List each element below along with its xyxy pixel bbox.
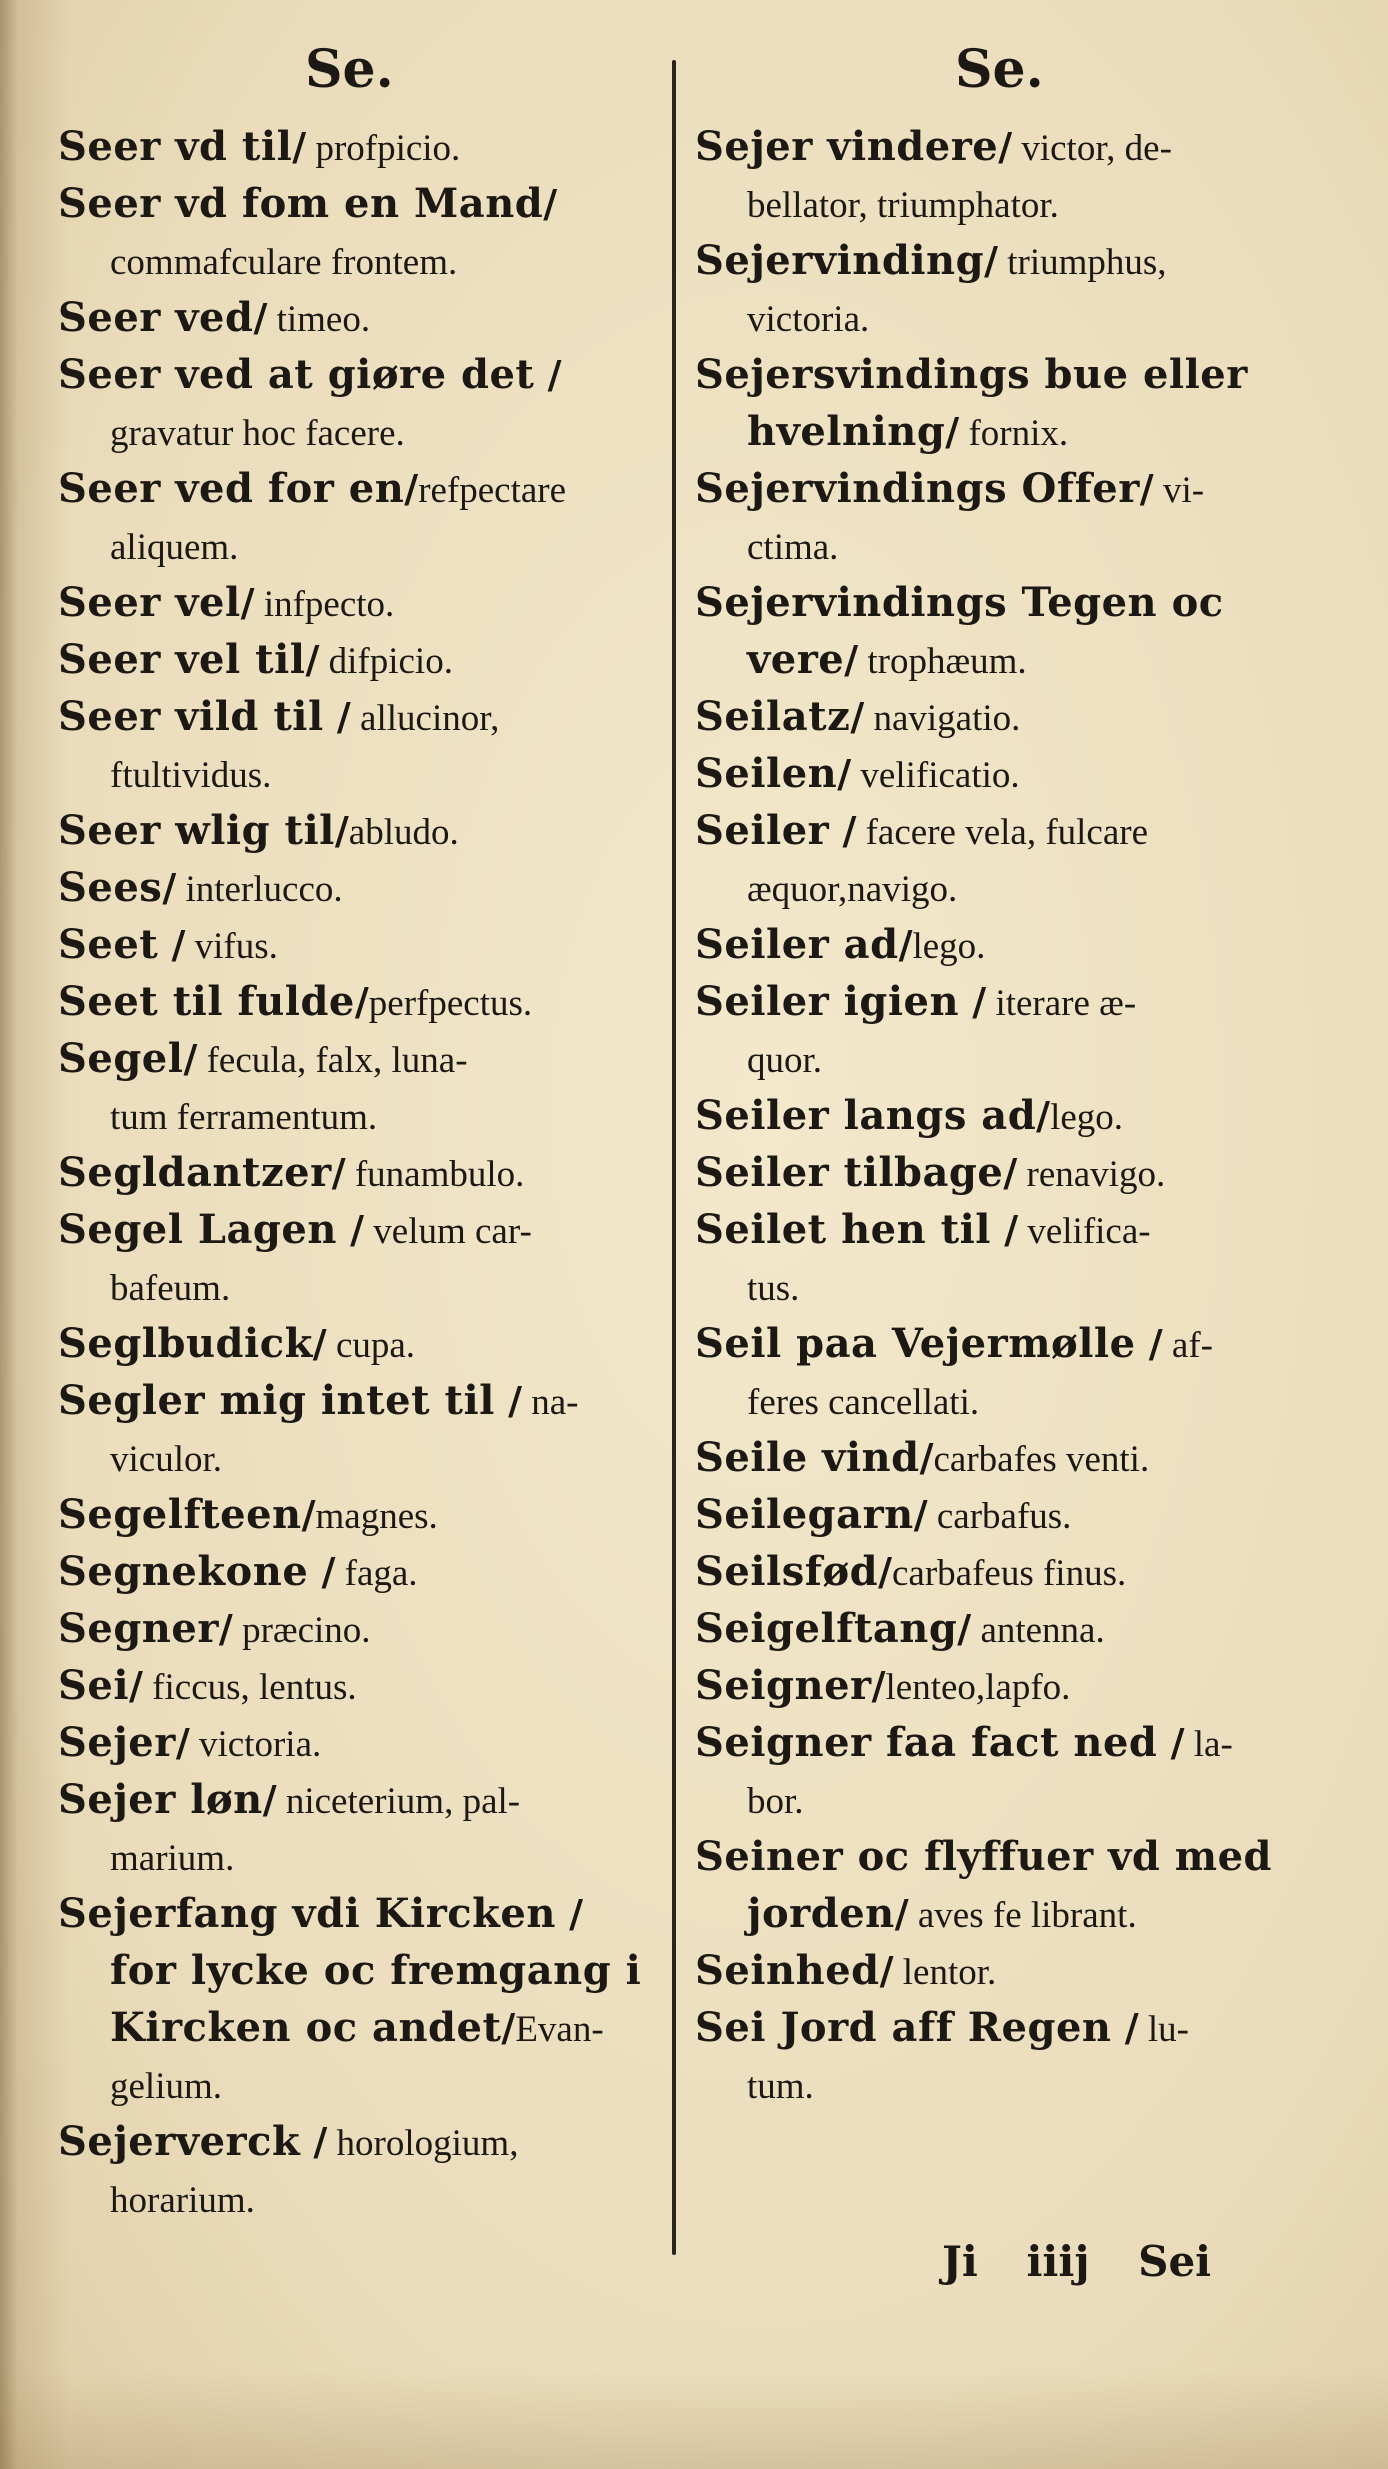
dictionary-entry — [695, 745, 1315, 802]
entry-line — [58, 2170, 658, 2227]
danish-headword: Sejervindings Tegen oc — [695, 579, 1224, 626]
entry-line — [695, 973, 1315, 1030]
latin-gloss: velum car- — [364, 1211, 532, 1252]
entry-line — [695, 1600, 1315, 1657]
danish-headword: Seinhed — [695, 1947, 880, 1994]
latin-gloss: magnes. — [315, 1496, 438, 1537]
entry-separator: / — [543, 181, 558, 226]
entry-line — [58, 1828, 658, 1885]
dictionary-entry — [695, 118, 1315, 232]
dictionary-entry — [695, 1828, 1315, 1942]
entry-separator: / — [336, 1207, 365, 1252]
dictionary-entry — [695, 1201, 1315, 1315]
entry-separator: / — [301, 1492, 316, 1537]
entry-separator: / — [844, 637, 859, 682]
danish-headword: Seil paa Vejermølle — [695, 1320, 1136, 1367]
dictionary-entry — [695, 973, 1315, 1087]
latin-gloss: renavigo. — [1017, 1154, 1166, 1195]
signature-catchword: Ji iiij Sei — [942, 2237, 1212, 2286]
entry-line — [58, 631, 658, 688]
left-column-header: Se. — [305, 39, 394, 100]
entry-separator: / — [253, 295, 268, 340]
dictionary-entry — [58, 1657, 658, 1714]
entry-separator: / — [837, 751, 852, 796]
entry-line — [695, 2056, 1315, 2113]
right-dictionary-column — [695, 118, 1315, 2113]
entry-line — [695, 346, 1315, 403]
entry-line — [695, 1543, 1315, 1600]
entry-line — [58, 1144, 658, 1201]
latin-gloss: velificatio. — [851, 755, 1020, 796]
latin-gloss: fornix. — [959, 413, 1069, 454]
entry-separator: / — [957, 1606, 972, 1651]
entry-separator: / — [404, 466, 419, 511]
entry-line — [58, 1942, 658, 1999]
entry-separator: / — [898, 922, 913, 967]
latin-gloss: lego. — [912, 926, 986, 967]
danish-headword: Segler mig intet til — [58, 1377, 495, 1424]
danish-headword: Sejerfang vdi Kircken — [58, 1890, 556, 1937]
entry-separator: / — [175, 1720, 190, 1765]
dictionary-entry — [695, 802, 1315, 916]
danish-headword: Segelfteen — [58, 1491, 302, 1538]
latin-gloss: antenna. — [971, 1610, 1105, 1651]
latin-gloss: fecula, falx, luna- — [197, 1040, 468, 1081]
latin-gloss: ficcus, lentus. — [142, 1667, 357, 1708]
entry-line — [695, 118, 1315, 175]
danish-headword: Kircken oc andet — [110, 2004, 502, 2051]
entry-line — [695, 517, 1315, 574]
dictionary-entry — [695, 1543, 1315, 1600]
dictionary-entry — [695, 1714, 1315, 1828]
danish-headword: Sejervinding — [695, 237, 985, 284]
danish-headword: Seer ved for en — [58, 465, 405, 512]
danish-headword: Seigner faa fact ned — [695, 1719, 1158, 1766]
entry-line — [58, 688, 658, 745]
latin-gloss: horarium. — [110, 2180, 255, 2221]
entry-line — [695, 688, 1315, 745]
entry-separator: / — [1111, 2005, 1139, 2050]
latin-gloss: la- — [1184, 1724, 1233, 1765]
latin-gloss: viculor. — [110, 1439, 223, 1480]
latin-gloss: vi- — [1153, 470, 1205, 511]
danish-headword: Seer ved — [58, 294, 254, 341]
entry-separator: / — [879, 1948, 894, 1993]
latin-gloss: victor, de- — [1012, 128, 1172, 169]
latin-gloss: bafeum. — [110, 1268, 231, 1309]
latin-gloss: æquor,navigo. — [747, 869, 958, 910]
dictionary-entry — [58, 1771, 658, 1885]
dictionary-entry — [58, 859, 658, 916]
danish-headword: Seet — [58, 921, 159, 968]
entry-line — [58, 346, 658, 403]
entry-line — [58, 118, 658, 175]
latin-gloss: cupa. — [326, 1325, 416, 1366]
latin-gloss: faga. — [335, 1553, 418, 1594]
danish-headword: Segel Lagen — [58, 1206, 337, 1253]
danish-headword: Segner — [58, 1605, 219, 1652]
danish-headword: Seigelftang — [695, 1605, 958, 1652]
latin-gloss: bor. — [747, 1781, 804, 1822]
entry-line — [695, 1258, 1315, 1315]
dictionary-entry — [58, 1714, 658, 1771]
entry-line — [58, 973, 658, 1030]
latin-gloss: ctima. — [747, 527, 839, 568]
latin-gloss: marium. — [110, 1838, 235, 1879]
latin-gloss: abludo. — [348, 812, 459, 853]
latin-gloss: lego. — [1050, 1097, 1124, 1138]
latin-gloss: iterare æ- — [986, 983, 1137, 1024]
latin-gloss: profpicio. — [306, 128, 461, 169]
danish-headword: Seilet hen til — [695, 1206, 991, 1253]
dictionary-entry — [695, 1087, 1315, 1144]
danish-headword: Seiler ad — [695, 921, 899, 968]
entry-separator: / — [158, 922, 186, 967]
entry-line — [695, 574, 1315, 631]
danish-headword: Seile vind — [695, 1434, 920, 1481]
entry-line — [58, 802, 658, 859]
dictionary-entry — [695, 574, 1315, 688]
entry-separator: / — [262, 1777, 277, 1822]
danish-headword: Seigner — [695, 1662, 872, 1709]
entry-line — [58, 1999, 658, 2056]
column-divider-rule — [672, 60, 676, 2255]
latin-gloss: feres cancellati. — [747, 1382, 980, 1423]
dictionary-entry — [58, 1885, 658, 2113]
entry-line — [58, 1201, 658, 1258]
danish-headword: Seilatz — [695, 693, 851, 740]
dictionary-entry — [58, 973, 658, 1030]
latin-gloss: tum ferramentum. — [110, 1097, 378, 1138]
latin-gloss: lenteo,lapfo. — [885, 1667, 1071, 1708]
entry-line — [58, 859, 658, 916]
latin-gloss: interlucco. — [176, 869, 343, 910]
dictionary-entry — [58, 1486, 658, 1543]
dictionary-entry — [58, 460, 658, 574]
dictionary-entry — [58, 118, 658, 175]
latin-gloss: triumphus, — [997, 242, 1167, 283]
danish-headword: Seer vel — [58, 579, 241, 626]
entry-line — [695, 916, 1315, 973]
entry-separator: / — [998, 124, 1013, 169]
entry-line — [695, 1429, 1315, 1486]
latin-gloss: af- — [1162, 1325, 1213, 1366]
latin-gloss: navigatio. — [864, 698, 1021, 739]
danish-headword: Seilsfød — [695, 1548, 879, 1595]
danish-headword: Seer vd fom en Mand — [58, 180, 544, 227]
entry-separator: / — [894, 1891, 909, 1936]
entry-line — [695, 1030, 1315, 1087]
latin-gloss: tum. — [747, 2066, 814, 2107]
entry-separator: / — [312, 1321, 327, 1366]
entry-line — [695, 460, 1315, 517]
entry-separator: / — [878, 1549, 892, 1594]
dictionary-entry — [58, 1201, 658, 1315]
latin-gloss: horologium, — [327, 2123, 519, 2164]
entry-separator: / — [334, 808, 349, 853]
entry-line — [695, 232, 1315, 289]
entry-line — [58, 2056, 658, 2113]
entry-line — [695, 1714, 1315, 1771]
latin-gloss: lentor. — [893, 1952, 997, 1993]
entry-separator: / — [945, 409, 960, 454]
entry-line — [695, 859, 1315, 916]
dictionary-entry — [695, 1657, 1315, 1714]
entry-separator: / — [501, 2005, 516, 2050]
entry-separator: / — [183, 1036, 198, 1081]
latin-gloss: carbafeus finus. — [892, 1553, 1127, 1594]
entry-separator: / — [300, 2119, 328, 2164]
dictionary-entry — [58, 346, 658, 460]
dictionary-entry — [58, 1144, 658, 1201]
danish-headword: Sei Jord aff Regen — [695, 2004, 1112, 2051]
danish-headword: Sejervindings Offer — [695, 465, 1140, 512]
entry-line — [695, 1657, 1315, 1714]
danish-headword: Sei — [58, 1662, 130, 1709]
entry-line — [695, 631, 1315, 688]
entry-line — [695, 175, 1315, 232]
latin-gloss: bellator, triumphator. — [747, 185, 1059, 226]
danish-headword: for lycke oc fremgang i — [110, 1947, 642, 1994]
entry-separator: / — [913, 1492, 928, 1537]
entry-line — [695, 1885, 1315, 1942]
entry-separator: / — [494, 1378, 522, 1423]
latin-gloss: commafculare frontem. — [110, 242, 458, 283]
entry-line — [58, 1543, 658, 1600]
entry-line — [58, 574, 658, 631]
latin-gloss: funambulo. — [345, 1154, 525, 1195]
danish-headword: Segel — [58, 1035, 184, 1082]
latin-gloss: niceterium, pal- — [276, 1781, 521, 1822]
dictionary-entry — [58, 802, 658, 859]
dictionary-entry — [695, 688, 1315, 745]
dictionary-entry — [58, 1030, 658, 1144]
entry-separator: / — [305, 637, 320, 682]
entry-line — [58, 916, 658, 973]
entry-line — [695, 745, 1315, 802]
entry-line — [58, 1087, 658, 1144]
latin-gloss: vifus. — [185, 926, 278, 967]
danish-headword: Sejerverck — [58, 2118, 301, 2165]
entry-line — [58, 175, 658, 232]
danish-headword: Sejer vindere — [695, 123, 999, 170]
entry-separator: / — [984, 238, 998, 283]
danish-headword: Seilegarn — [695, 1491, 914, 1538]
dictionary-entry — [695, 916, 1315, 973]
entry-separator: / — [1003, 1150, 1018, 1195]
dictionary-entry — [695, 460, 1315, 574]
latin-gloss: refpectare — [418, 470, 567, 511]
dictionary-entry — [695, 346, 1315, 460]
danish-headword: Sejer — [58, 1719, 176, 1766]
entry-separator: / — [323, 694, 351, 739]
dictionary-entry — [58, 688, 658, 802]
entry-separator: / — [850, 694, 865, 739]
entry-separator: / — [292, 124, 307, 169]
dictionary-entry — [58, 1372, 658, 1486]
entry-line — [695, 1144, 1315, 1201]
entry-separator: / — [959, 979, 987, 1024]
entry-separator: / — [1157, 1720, 1185, 1765]
entry-line — [58, 1315, 658, 1372]
dictionary-entry — [58, 574, 658, 631]
danish-headword: jorden — [747, 1890, 895, 1937]
dictionary-entry — [58, 1543, 658, 1600]
entry-separator: / — [331, 1150, 346, 1195]
dictionary-entry — [58, 289, 658, 346]
dictionary-entry — [695, 1486, 1315, 1543]
entry-line — [58, 1486, 658, 1543]
latin-gloss: aves fe librant. — [908, 1895, 1137, 1936]
danish-headword: Sejer løn — [58, 1776, 263, 1823]
entry-line — [58, 1885, 658, 1942]
entry-separator: / — [354, 979, 369, 1024]
entry-line — [58, 1030, 658, 1087]
danish-headword: Seiler — [695, 807, 830, 854]
danish-headword: Seiner oc flyffuer vd med — [695, 1833, 1272, 1880]
danish-headword: hvelning — [747, 408, 946, 455]
latin-gloss: quor. — [747, 1040, 823, 1081]
entry-separator: / — [919, 1435, 934, 1480]
entry-line — [58, 1771, 658, 1828]
dictionary-entry — [695, 1429, 1315, 1486]
dictionary-entry — [695, 1600, 1315, 1657]
entry-line — [695, 1486, 1315, 1543]
danish-headword: Segnekone — [58, 1548, 309, 1595]
danish-headword: Seer vd til — [58, 123, 293, 170]
entry-line — [58, 289, 658, 346]
latin-gloss: victoria. — [189, 1724, 322, 1765]
dictionary-entry — [695, 1144, 1315, 1201]
danish-headword: Seglbudick — [58, 1320, 313, 1367]
entry-line — [695, 1942, 1315, 1999]
entry-line — [58, 1714, 658, 1771]
entry-separator: / — [308, 1549, 336, 1594]
entry-line — [58, 1258, 658, 1315]
entry-line — [695, 1201, 1315, 1258]
entry-line — [58, 232, 658, 289]
danish-headword: Seer wlig til — [58, 807, 335, 854]
entry-line — [58, 460, 658, 517]
danish-headword: Sees — [58, 864, 163, 911]
danish-headword: Seilen — [695, 750, 838, 797]
latin-gloss: trophæum. — [858, 641, 1027, 682]
latin-gloss: præcino. — [232, 1610, 371, 1651]
danish-headword: Seer ved at giøre det — [58, 351, 535, 398]
danish-headword: Seet til fulde — [58, 978, 355, 1025]
left-dictionary-column — [58, 118, 658, 2227]
latin-gloss: carbafus. — [927, 1496, 1072, 1537]
latin-gloss: na- — [521, 1382, 579, 1423]
latin-gloss: facere vela, fulcare — [856, 812, 1149, 853]
entry-line — [58, 1600, 658, 1657]
danish-headword: Seiler tilbage — [695, 1149, 1004, 1196]
entry-line — [695, 1315, 1315, 1372]
danish-headword: Segldantzer — [58, 1149, 332, 1196]
entry-line — [695, 1372, 1315, 1429]
dictionary-entry — [695, 232, 1315, 346]
entry-line — [58, 1372, 658, 1429]
entry-line — [695, 1087, 1315, 1144]
entry-separator: / — [555, 1891, 584, 1936]
latin-gloss: ftultividus. — [110, 755, 272, 796]
entry-line — [58, 745, 658, 802]
danish-headword: Seiler igien — [695, 978, 960, 1025]
dictionary-entry — [58, 2113, 658, 2227]
latin-gloss: infpecto. — [254, 584, 395, 625]
entry-line — [695, 1828, 1315, 1885]
entry-separator: / — [1135, 1321, 1163, 1366]
entry-separator: / — [829, 808, 857, 853]
entry-line — [58, 517, 658, 574]
latin-gloss: timeo. — [267, 299, 371, 340]
dictionary-entry — [695, 1942, 1315, 1999]
danish-headword: Seer vild til — [58, 693, 324, 740]
latin-gloss: perfpectus. — [368, 983, 533, 1024]
dictionary-entry — [58, 1600, 658, 1657]
dictionary-entry — [58, 631, 658, 688]
entry-line — [58, 1657, 658, 1714]
entry-line — [58, 1429, 658, 1486]
danish-headword: vere — [747, 636, 845, 683]
dictionary-entry — [58, 916, 658, 973]
latin-gloss: difpicio. — [319, 641, 453, 682]
latin-gloss: aliquem. — [110, 527, 239, 568]
latin-gloss: velifica- — [1018, 1211, 1151, 1252]
entry-separator: / — [990, 1207, 1019, 1252]
entry-line — [695, 1999, 1315, 2056]
latin-gloss: gravatur hoc facere. — [110, 413, 405, 454]
danish-headword: Sejersvindings bue eller — [695, 351, 1248, 398]
dictionary-entry — [695, 1315, 1315, 1429]
latin-gloss: gelium. — [110, 2066, 223, 2107]
entry-separator: / — [162, 865, 177, 910]
entry-separator: / — [1036, 1093, 1051, 1138]
entry-separator: / — [534, 352, 562, 397]
entry-separator: / — [218, 1606, 233, 1651]
latin-gloss: allucinor, — [350, 698, 500, 739]
dictionary-entry — [58, 175, 658, 289]
dictionary-entry — [58, 1315, 658, 1372]
entry-separator: / — [240, 580, 255, 625]
entry-line — [695, 1771, 1315, 1828]
latin-gloss: lu- — [1138, 2009, 1189, 2050]
latin-gloss: carbafes venti. — [933, 1439, 1150, 1480]
dictionary-entry — [695, 1999, 1315, 2113]
entry-line — [58, 2113, 658, 2170]
entry-line — [58, 403, 658, 460]
latin-gloss: Evan- — [515, 2009, 604, 2050]
latin-gloss: victoria. — [747, 299, 870, 340]
danish-headword: Seiler langs ad — [695, 1092, 1037, 1139]
entry-separator: / — [871, 1663, 886, 1708]
danish-headword: Seer vel til — [58, 636, 306, 683]
entry-line — [695, 802, 1315, 859]
entry-line — [695, 289, 1315, 346]
latin-gloss: tus. — [747, 1268, 800, 1309]
entry-line — [695, 403, 1315, 460]
entry-separator: / — [1139, 466, 1154, 511]
right-column-header: Se. — [955, 39, 1044, 100]
entry-separator: / — [129, 1663, 143, 1708]
